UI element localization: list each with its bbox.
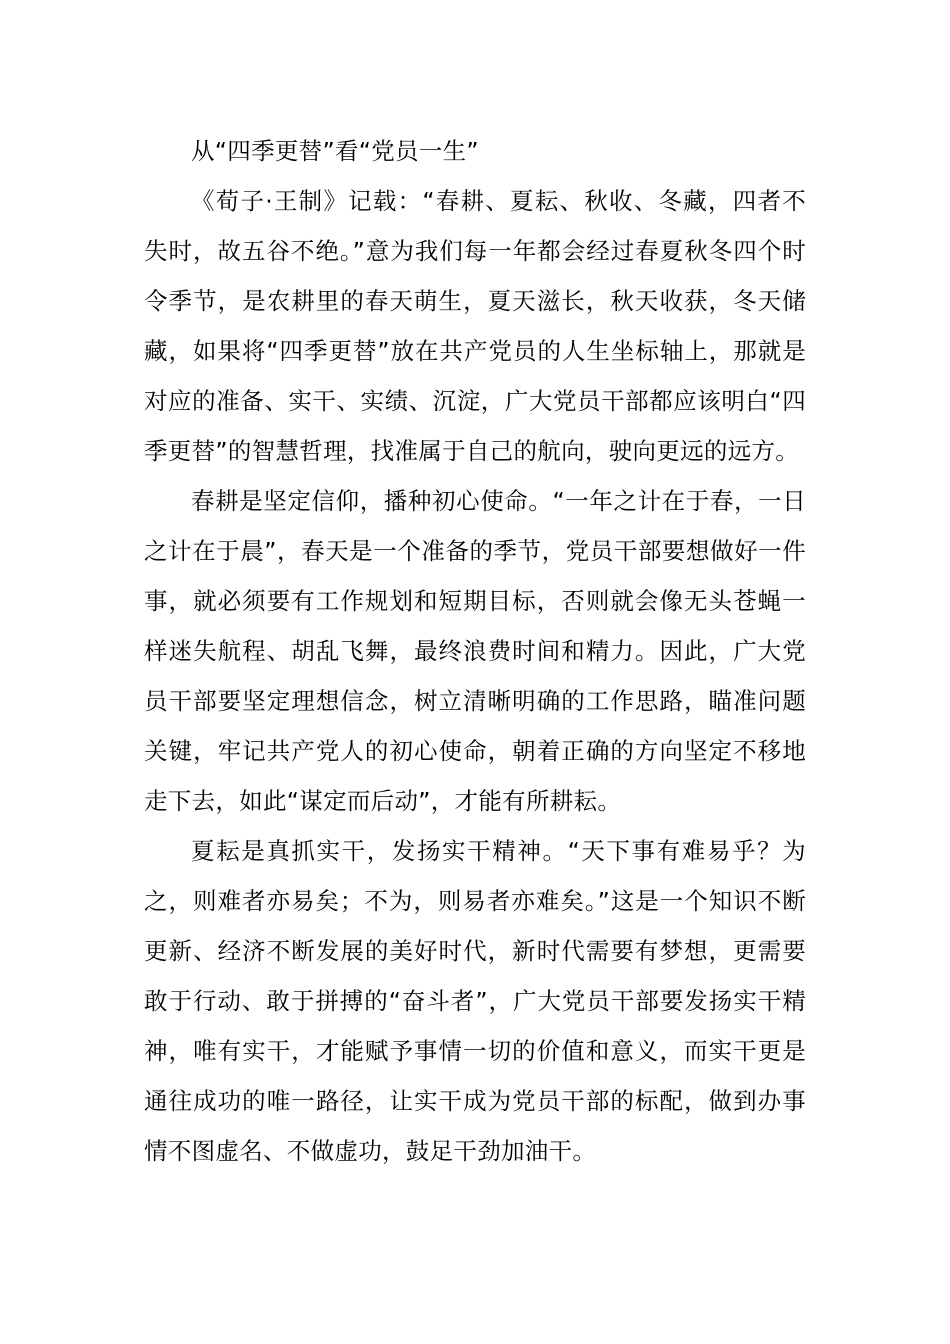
- document-title: 从“四季更替”看“党员一生”: [191, 137, 479, 165]
- document-body: [144, 126, 806, 1176]
- paragraph-spring: 春耕是坚定信仰，播种初心使命。“一年之计在于春，一日之计在于晨”，春天是一个准备的季节，党员干部要想做好一件事，就必须要有工作规划和短期目标，否则就会像无头苍蝇一样迷失航程、胡乱飞舞，最终浪费时间和精力。因此，广大党员干部要坚定理想信念，树立清晰明确的工作思路，瞄准问题关键，牢记共产党人的初心使命，朝着正确的方向坚定不移地走下去，如此“谋定而后动”，才能有所耕耘。: [144, 487, 806, 815]
- paragraph-intro: 《荀子·王制》记载：“春耕、夏耘、秋收、冬藏，四者不失时，故五谷不绝。”意为我们每一年都会经过春夏秋冬四个时令季节，是农耕里的春天萌生，夏天滋长，秋天收获，冬天储藏，如果将“四季更替”放在共产党员的人生坐标轴上，那就是对应的准备、实干、实绩、沉淀，广大党员干部都应该明白“四季更替”的智慧哲理，找准属于自己的航向，驶向更远的远方。: [144, 187, 806, 465]
- paragraph-summer: 夏耘是真抓实干，发扬实干精神。“天下事有难易乎？为之，则难者亦易矣；不为，则易者亦难矣。”这是一个知识不断更新、经济不断发展的美好时代，新时代需要有梦想，更需要敢于行动、敢于拼搏的“奋斗者”，广大党员干部要发扬实干精神，唯有实干，才能赋予事情一切的价值和意义，而实干更是通往成功的唯一路径，让实干成为党员干部的标配，做到办事情不图虚名、不做虚功，鼓足干劲加油干。: [144, 837, 806, 1165]
